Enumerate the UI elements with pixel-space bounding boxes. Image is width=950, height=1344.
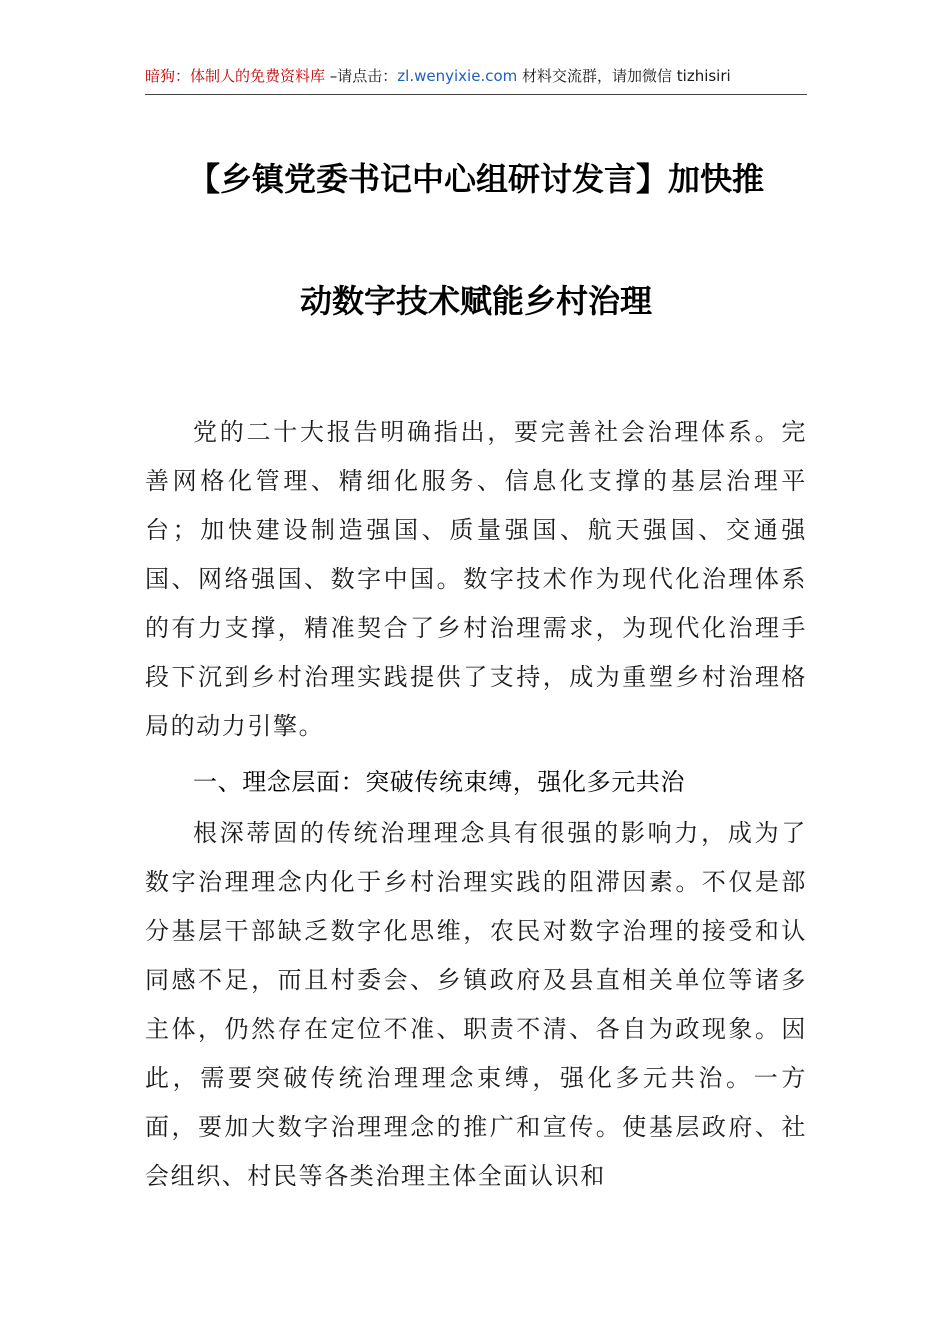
header-link[interactable]: zl.wenyixie.com (397, 67, 518, 85)
header-divider (145, 94, 807, 95)
document-title-line-1: 【乡镇党委书记中心组研讨发言】加快推 (187, 160, 764, 198)
intro-paragraph: 党的二十大报告明确指出，要完善社会治理体系。完善网格化管理、精细化服务、信息化支撑的基层治理平台；加快建设制造强国、质量强国、航天强国、交通强国、网络强国、数字中国。数字技术作为现代化治理体系的有力支撑，精准契合了乡村治理需求，为现代化治理手段下沉到乡村治理实践提供了支持，成为重塑乡村治理格局的动力引擎。 (145, 418, 807, 740)
header-contact: 材料交流群，请加微信 tizhisiri (517, 67, 731, 85)
header-prompt: –请点击： (325, 67, 398, 85)
section-1-heading: 一、理念层面：突破传统束缚，强化多元共治 (193, 768, 685, 796)
header-brand: 暗狗：体制人的免费资料库 (145, 67, 326, 85)
section-1-paragraph: 根深蒂固的传统治理理念具有很强的影响力，成为了数字治理理念内化于乡村治理实践的阻滞因素。不仅是部分基层干部缺乏数字化思维，农民对数字治理的接受和认同感不足，而且村委会、乡镇政府及县直相关单位等诸多主体，仍然存在定位不准、职责不清、各自为政现象。因此，需要突破传统治理理念束缚，强化多元共治。一方面，要加大数字治理理念的推广和宣传。使基层政府、社会组织、村民等各类治理主体全面认识和 (145, 819, 807, 1190)
page-header (145, 66, 807, 86)
document-title-line-2: 动数字技术赋能乡村治理 (299, 282, 652, 320)
